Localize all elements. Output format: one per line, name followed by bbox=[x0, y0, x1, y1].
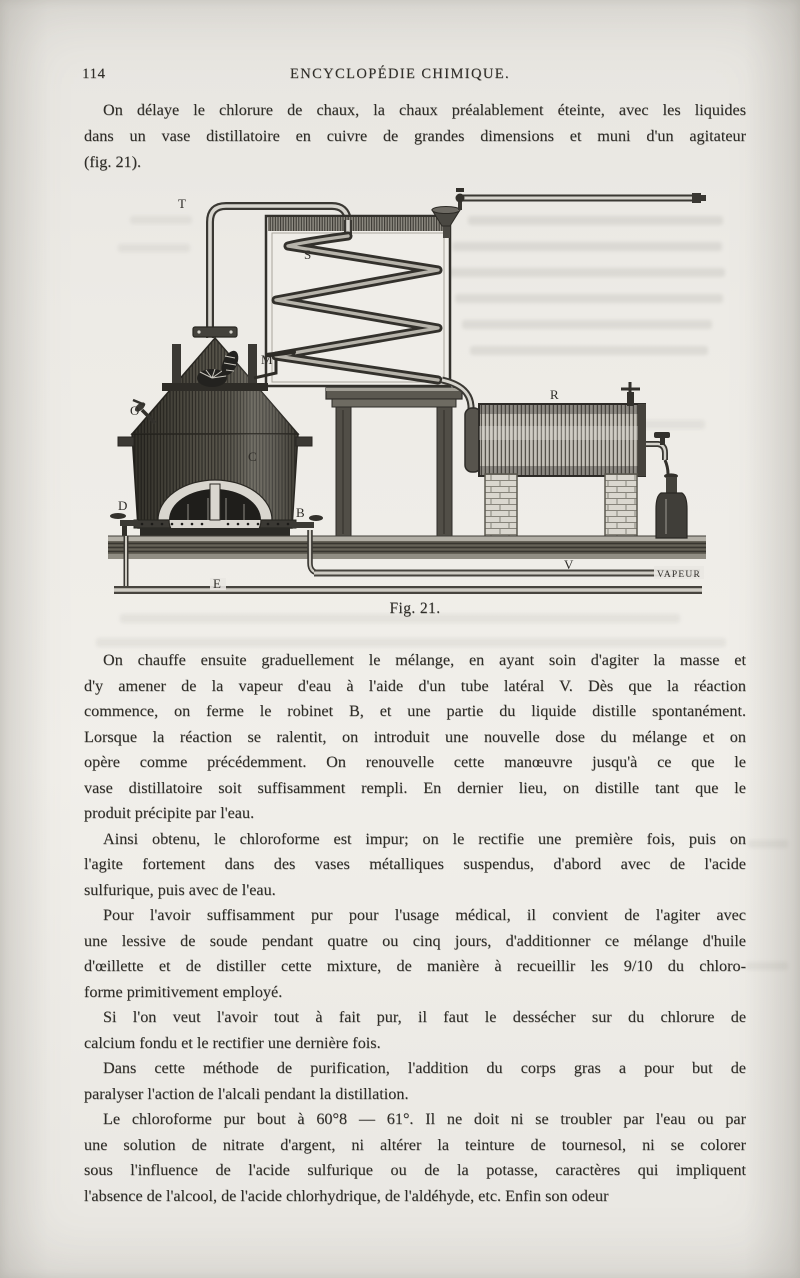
condenser-tank bbox=[266, 216, 450, 386]
text-line: d'y amener de la vapeur d'eau à l'aide d'un tube latéral V. Dès que la réaction bbox=[84, 676, 746, 695]
label-B: B bbox=[296, 505, 305, 520]
bleedthrough-noise bbox=[746, 962, 788, 970]
figure-caption: Fig. 21. bbox=[389, 600, 441, 617]
funnel-and-top-pipe bbox=[432, 188, 706, 238]
text-line: vase distillatoire soit suffisamment rempli. En dernier lieu, on distille tant que le bbox=[84, 778, 746, 797]
collection-bottle bbox=[656, 473, 687, 538]
text-line: produit précipite par l'eau. bbox=[84, 804, 255, 822]
paragraph bbox=[84, 1005, 746, 1056]
text-line: opère comme précédemment. On renouvelle cette manœuvre jusqu'à ce que le bbox=[84, 753, 746, 771]
paragraph bbox=[84, 827, 746, 904]
paragraph bbox=[84, 903, 746, 1005]
text-line: Pour l'avoir suffisamment pur pour l'usage médical, il convient de l'agiter avec bbox=[103, 906, 746, 924]
text-line: Le chloroforme pur bout à 60°8 — 61°. Il ne doit ni se troubler par l'eau ou par bbox=[103, 1110, 746, 1128]
text-line: l'absence de l'alcool, de l'acide chlorhydrique, de l'aldéhyde, etc. Enfin son odeur bbox=[84, 1186, 609, 1205]
receiver-vessel bbox=[465, 382, 670, 536]
label-D: D bbox=[118, 498, 128, 513]
text-line: sous l'influence de l'acide sulfurique ou de la potasse, caractères qui impliquent bbox=[84, 1161, 746, 1179]
label-C: C bbox=[248, 449, 257, 464]
text-line: une solution de nitrate d'argent, ni altérer la teinture de tournesol, ni se colorer bbox=[84, 1135, 746, 1154]
paragraph bbox=[84, 1056, 746, 1107]
text-line: commence, on ferme le robinet B, et une partie du liquide distille spontanément. bbox=[84, 702, 746, 720]
text-line: paralyser l'action de l'alcali pendant la distillation. bbox=[84, 1084, 409, 1103]
text-line: On chauffe ensuite graduellement le mélange, en ayant soin d'agiter la masse et bbox=[103, 651, 746, 669]
paragraph bbox=[84, 648, 746, 827]
text-line: dans un vase distillatoire en cuivre de grandes dimensions et muni d'un agitateur bbox=[84, 127, 746, 145]
label-R: R bbox=[550, 387, 559, 402]
text-line: Ainsi obtenu, le chloroforme est impur; on le rectifie une première fois, puis on bbox=[103, 829, 746, 848]
label-O: O bbox=[130, 403, 140, 418]
text-line: On délaye le chlorure de chaux, la chaux préalablement éteinte, avec les liquides bbox=[103, 101, 746, 119]
page-number: 114 bbox=[82, 66, 106, 82]
apparatus-drawing bbox=[108, 186, 708, 601]
text-line: (fig. 21). bbox=[84, 153, 142, 171]
figure-21-engraving bbox=[108, 186, 708, 601]
label-T: T bbox=[178, 196, 186, 211]
text-line: sulfurique, puis avec de l'eau. bbox=[84, 880, 276, 899]
text-line: calcium fondu et le rectifier une dernière fois. bbox=[84, 1033, 381, 1052]
label-E: E bbox=[213, 576, 221, 591]
label-M: M bbox=[261, 352, 273, 367]
bleedthrough-noise bbox=[748, 840, 788, 848]
text-line: l'agite fortement dans des vases métalliques suspendus, d'abord avec de l'acide bbox=[84, 855, 746, 873]
paragraph bbox=[84, 97, 746, 175]
bleedthrough-noise bbox=[96, 638, 726, 647]
paragraph bbox=[84, 1107, 746, 1209]
text-line: d'œillette et de distiller cette mixture, de manière à recueillir les 9/10 du chloro- bbox=[84, 957, 746, 975]
label-S: S bbox=[304, 247, 312, 262]
label-V: V bbox=[564, 557, 574, 572]
running-header: ENCYCLOPÉDIE CHIMIQUE. bbox=[289, 66, 511, 82]
body-paragraphs bbox=[84, 648, 746, 1209]
text-line: une lessive de soude pendant quatre ou cinq jours, d'additionner ce mélange d'huile bbox=[84, 931, 746, 950]
text-line: forme primitivement employé. bbox=[84, 982, 283, 1001]
platform bbox=[108, 536, 706, 559]
text-line: Dans cette méthode de purification, l'addition du corps gras a pour but de bbox=[103, 1059, 746, 1077]
label-vapeur: VAPEUR bbox=[657, 570, 701, 580]
text-line: Lorsque la réaction se ralentit, on introduit une nouvelle dose du mélange et on bbox=[84, 727, 746, 746]
tank-stand bbox=[326, 388, 462, 536]
text-line: Si l'on veut l'avoir tout à fait pur, il faut le dessécher sur du chlorure de bbox=[103, 1008, 746, 1026]
intro-paragraphs bbox=[84, 97, 746, 175]
